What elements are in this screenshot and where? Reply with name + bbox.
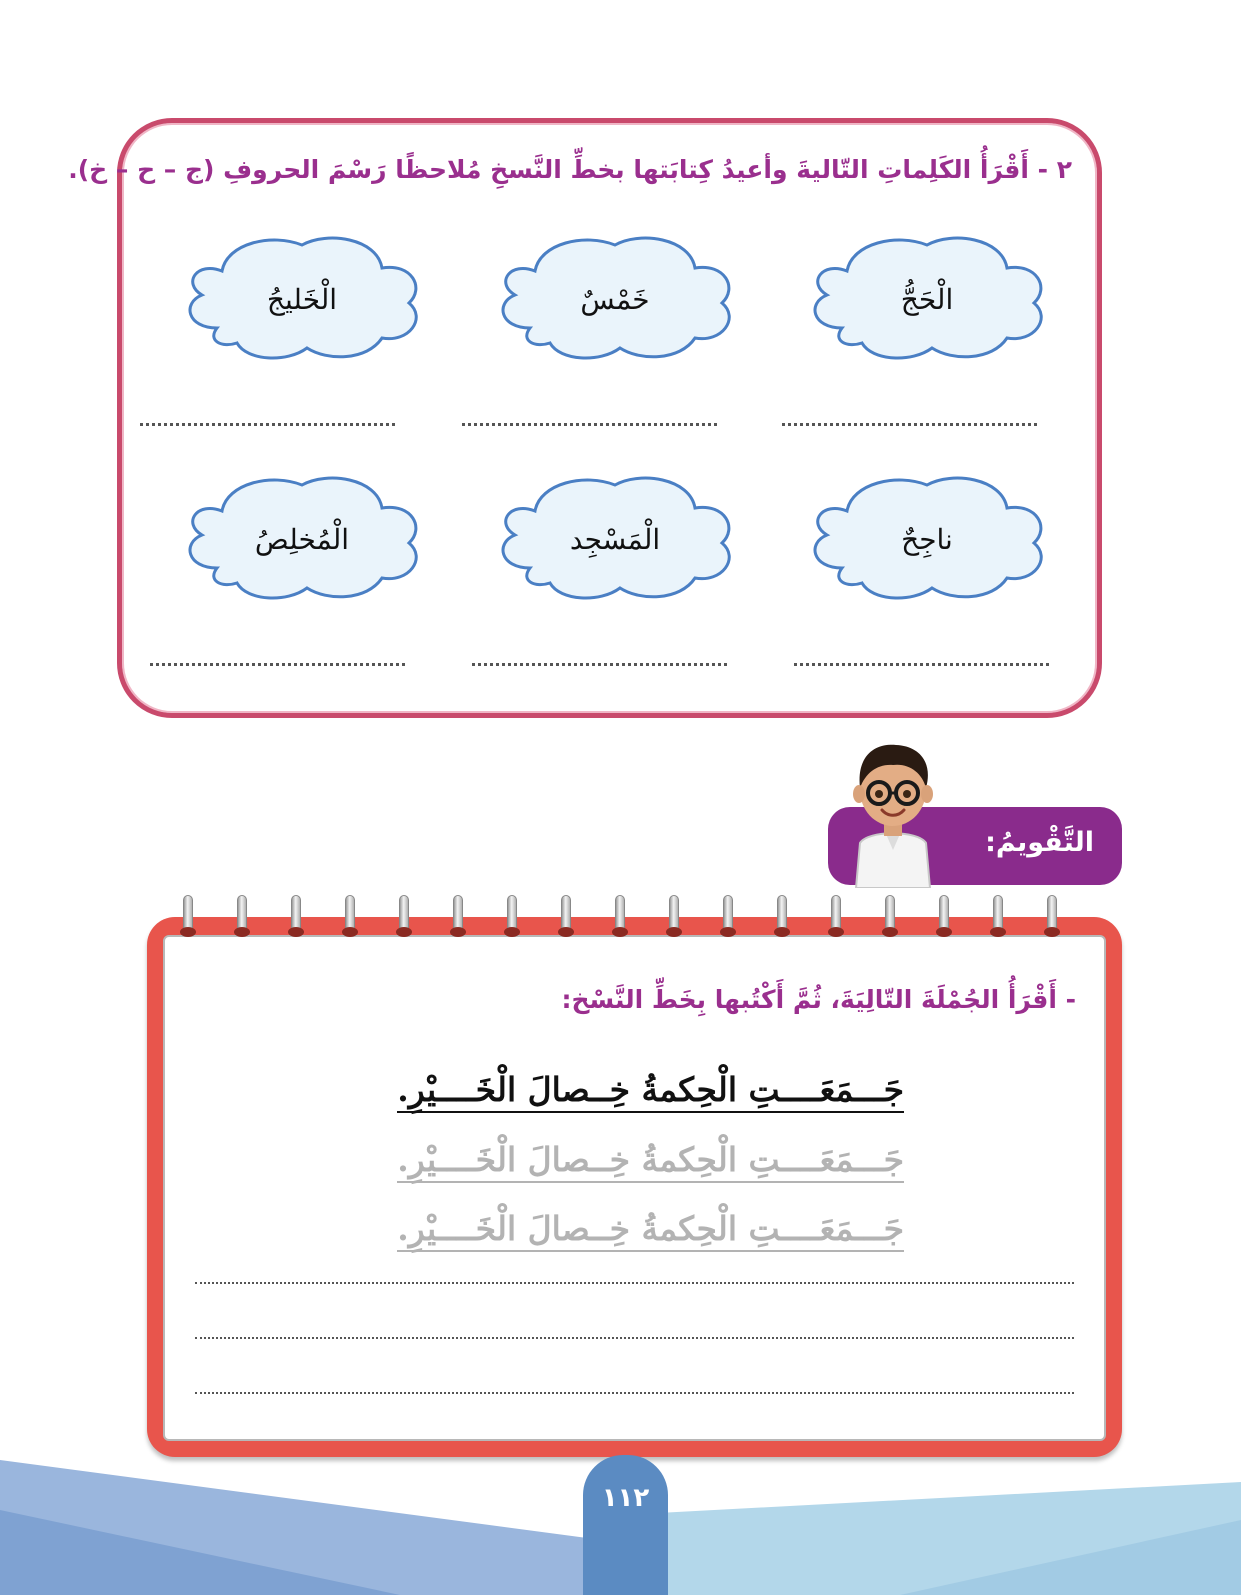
writing-line[interactable] bbox=[195, 1392, 1074, 1394]
notebook-instruction: - أَقْرَأُ الجُمْلَةَ التّالِيَةَ، ثُمَّ أَكْتُبها بِخَطِّ النَّسْخ: bbox=[561, 985, 1076, 1014]
answer-line[interactable] bbox=[782, 423, 1037, 426]
page-number: ١١٢ bbox=[601, 1483, 650, 1513]
word-cloud bbox=[802, 473, 1052, 603]
spiral-ring bbox=[558, 895, 574, 939]
spiral-ring bbox=[774, 895, 790, 939]
boy-character-icon bbox=[838, 738, 948, 888]
spiral-ring bbox=[828, 895, 844, 939]
cloud-word: الْمَسْجِد bbox=[569, 523, 661, 556]
word-cloud bbox=[802, 233, 1052, 363]
spiral-ring bbox=[1044, 895, 1060, 939]
word-cloud bbox=[177, 473, 427, 603]
word-cloud bbox=[177, 233, 427, 363]
spiral-ring bbox=[504, 895, 520, 939]
spiral-ring bbox=[180, 895, 196, 939]
notebook-paper bbox=[163, 935, 1106, 1441]
answer-line[interactable] bbox=[140, 423, 395, 426]
spiral-ring bbox=[342, 895, 358, 939]
cloud-word: الْخَليجُ bbox=[266, 283, 338, 316]
answer-line[interactable] bbox=[472, 663, 727, 666]
answer-line[interactable] bbox=[462, 423, 717, 426]
writing-line[interactable] bbox=[195, 1282, 1074, 1284]
answer-line[interactable] bbox=[794, 663, 1049, 666]
trace-sentence: جَـــمَعَــــتِ الْحِكمةُ خِــصالَ الْخَــــيْرِ. bbox=[397, 1140, 904, 1183]
notebook bbox=[147, 917, 1122, 1457]
spiral-ring bbox=[882, 895, 898, 939]
writing-line[interactable] bbox=[195, 1337, 1074, 1339]
spiral-ring bbox=[720, 895, 736, 939]
spiral-ring bbox=[450, 895, 466, 939]
spiral-ring bbox=[990, 895, 1006, 939]
spiral-ring bbox=[666, 895, 682, 939]
exercise-box bbox=[68, 118, 1102, 718]
cloud-word: الْحَجُّ bbox=[900, 283, 954, 316]
answer-line[interactable] bbox=[150, 663, 405, 666]
spiral-ring bbox=[396, 895, 412, 939]
cloud-word: ناجِحٌ bbox=[901, 523, 953, 556]
cloud-word: الْمُخلِصُ bbox=[254, 523, 350, 556]
cloud-word: خَمْسٌ bbox=[580, 283, 650, 316]
spiral-ring bbox=[288, 895, 304, 939]
spiral-ring bbox=[234, 895, 250, 939]
evaluation-label: التَّقْويمُ: bbox=[985, 827, 1094, 858]
word-cloud bbox=[490, 473, 740, 603]
spiral-ring bbox=[612, 895, 628, 939]
spiral-ring bbox=[936, 895, 952, 939]
page-number-tab bbox=[583, 1455, 668, 1595]
exercise-title: ٢ - أَقْرَأُ الكَلِماتِ التّاليةَ وأعيدُ كِتابَتها بخطِّ النَّسخِ مُلاحظًا رَسْمَ الحروفِ (ج – ح – خ). bbox=[68, 155, 1072, 184]
word-cloud bbox=[490, 233, 740, 363]
model-sentence: جَـــمَعَــــتِ الْحِكمةُ خِــصالَ الْخَــــيْرِ. bbox=[397, 1070, 904, 1113]
trace-sentence: جَـــمَعَــــتِ الْحِكمةُ خِــصالَ الْخَــــيْرِ. bbox=[397, 1209, 904, 1252]
